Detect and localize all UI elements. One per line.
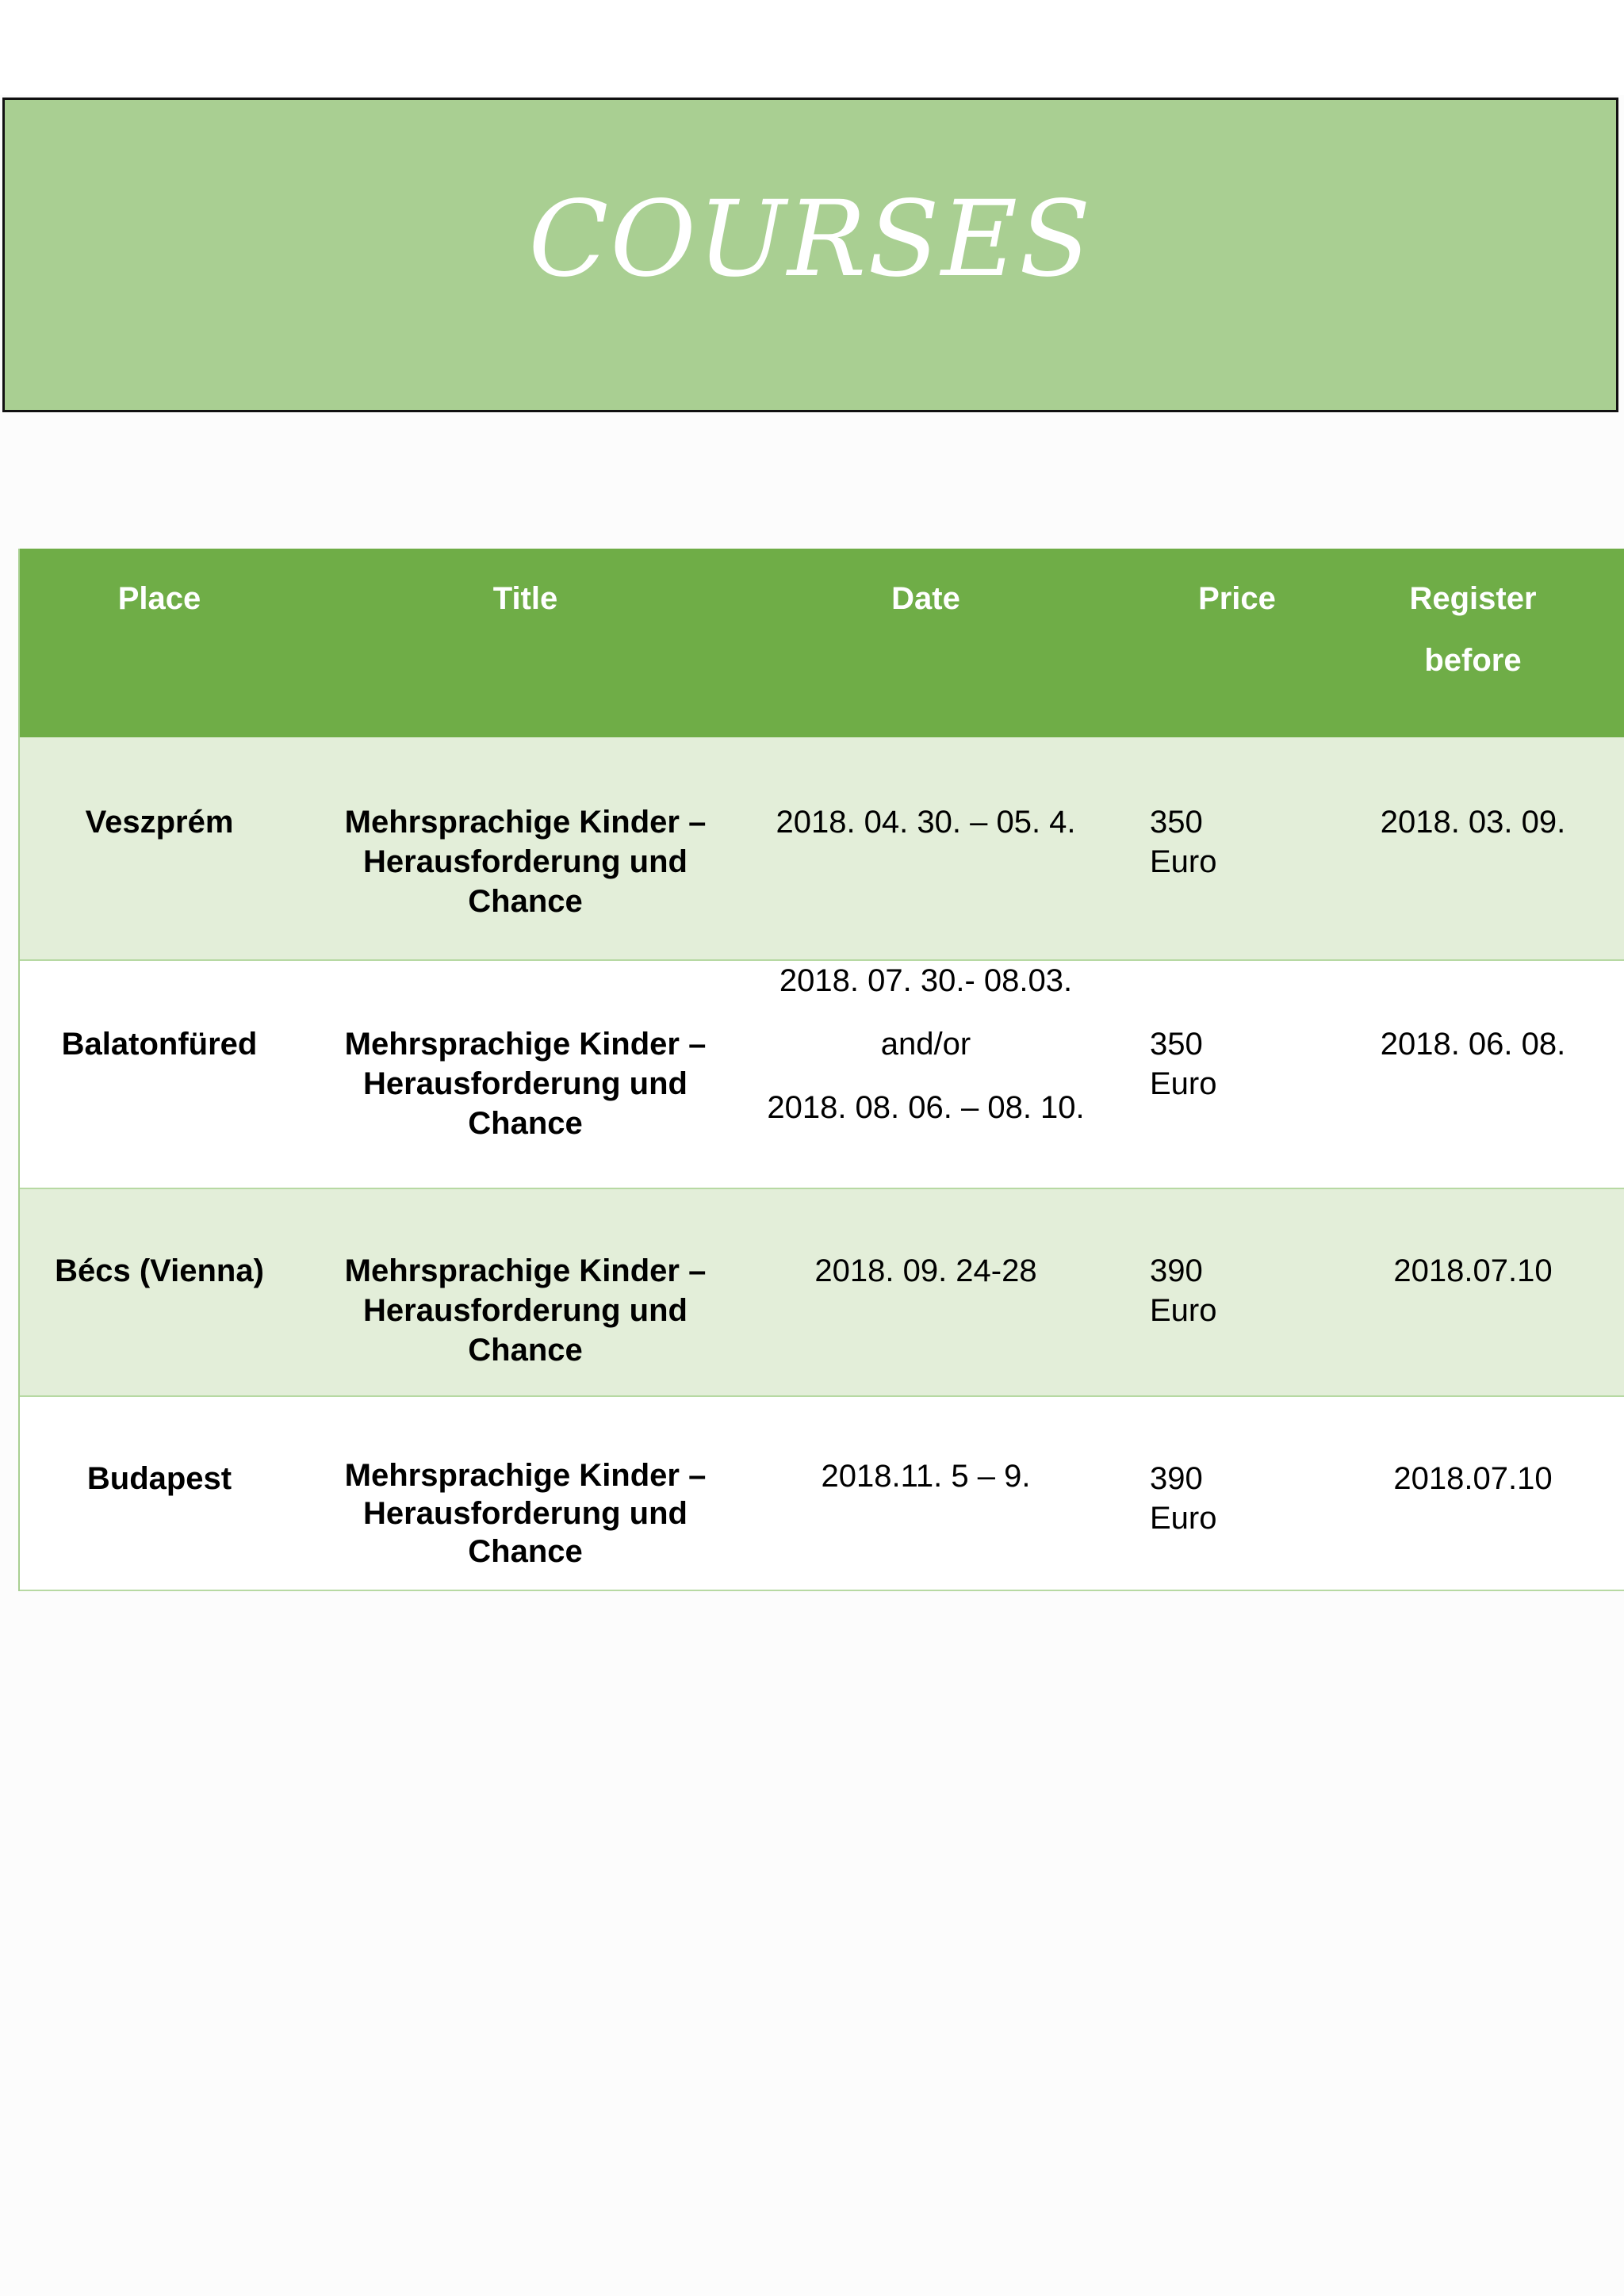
- cell-register-before: 2018.07.10: [1393, 1461, 1553, 1496]
- table-header-row: [20, 549, 1624, 737]
- cell-title-line: Mehrsprachige Kinder –: [344, 1027, 707, 1062]
- courses-table: [18, 549, 1624, 1591]
- cell-place: Bécs (Vienna): [55, 1253, 264, 1288]
- cell-price: [1150, 1459, 1308, 1538]
- cell-price-currency: Euro: [1150, 844, 1217, 879]
- cell-date-line: 2018. 09. 24-28: [814, 1253, 1037, 1288]
- cell-title-line: Mehrsprachige Kinder –: [344, 1253, 707, 1288]
- cell-register-before: 2018. 06. 08.: [1380, 1027, 1566, 1062]
- table-row: [20, 1397, 1624, 1591]
- cell-date-line: 2018. 07. 30.- 08.03.: [779, 963, 1073, 998]
- cell-price: [1150, 1251, 1308, 1330]
- cell-title-line: Chance: [468, 1534, 583, 1569]
- page-top-margin: [0, 0, 1624, 95]
- cell-title: [309, 1024, 741, 1143]
- cell-title: [309, 1251, 741, 1370]
- cell-date: [718, 1251, 1134, 1291]
- cell-title-line: Herausforderung und: [363, 1066, 688, 1101]
- cell-title: [309, 1456, 741, 1571]
- cell-price: [1150, 802, 1308, 882]
- cell-title: [309, 802, 741, 921]
- table-row: [20, 1189, 1624, 1397]
- column-header-title: Title: [492, 581, 558, 616]
- cell-price-amount: 350: [1150, 1027, 1203, 1062]
- cell-title-line: Chance: [468, 1106, 583, 1141]
- cell-price-amount: 350: [1150, 805, 1203, 840]
- cell-price-amount: 390: [1150, 1461, 1203, 1496]
- cell-register-before: 2018.07.10: [1393, 1253, 1553, 1288]
- cell-price-currency: Euro: [1150, 1501, 1217, 1536]
- cell-date-line: 2018. 08. 06. – 08. 10.: [767, 1090, 1085, 1125]
- cell-date-line: and/or: [880, 1027, 971, 1062]
- cell-place: Balatonfüred: [61, 1027, 258, 1062]
- cell-title-line: Chance: [468, 1333, 583, 1368]
- cell-title-line: Mehrsprachige Kinder –: [344, 1458, 707, 1493]
- cell-place: Veszprém: [85, 805, 234, 840]
- cell-date-line: 2018. 04. 30. – 05. 4.: [776, 805, 1076, 840]
- column-header-register-before: [1320, 568, 1624, 691]
- cell-price-currency: Euro: [1150, 1293, 1217, 1328]
- cell-title-line: Herausforderung und: [363, 1293, 688, 1328]
- cell-title-line: Chance: [468, 884, 583, 919]
- column-header-price: Price: [1198, 581, 1276, 616]
- courses-banner: [2, 98, 1618, 412]
- cell-title-line: Herausforderung und: [363, 1496, 688, 1531]
- cell-register-before: 2018. 03. 09.: [1380, 805, 1566, 840]
- column-header-place: Place: [117, 581, 201, 616]
- table-row: [20, 737, 1624, 961]
- page-title: COURSES: [528, 178, 1093, 300]
- column-header-date: Date: [891, 581, 960, 616]
- cell-date-line: 2018.11. 5 – 9.: [821, 1459, 1031, 1494]
- cell-place: Budapest: [86, 1461, 232, 1496]
- cell-date: [718, 1456, 1134, 1496]
- cell-date: [718, 949, 1134, 1139]
- column-header-register-line1: Register: [1409, 581, 1537, 616]
- cell-title-line: Herausforderung und: [363, 844, 688, 879]
- cell-price-amount: 390: [1150, 1253, 1203, 1288]
- cell-date: [718, 802, 1134, 842]
- table-row: [20, 961, 1624, 1189]
- cell-price: [1150, 1024, 1308, 1104]
- column-header-register-line2: before: [1424, 643, 1522, 678]
- cell-title-line: Mehrsprachige Kinder –: [344, 805, 707, 840]
- cell-price-currency: Euro: [1150, 1066, 1217, 1101]
